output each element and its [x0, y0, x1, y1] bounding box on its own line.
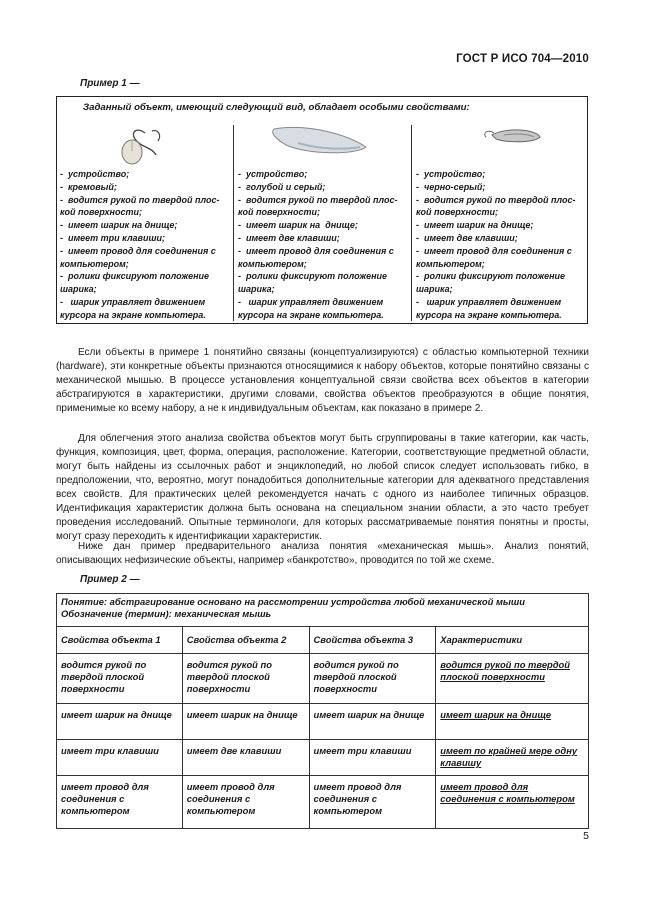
- page-number: 5: [583, 830, 589, 842]
- object-3-column: [416, 125, 586, 319]
- header-cell: Характеристики: [436, 626, 589, 653]
- example-2-table: [56, 593, 589, 829]
- table-cell: имеет по крайней мере одну клавишу: [436, 739, 589, 775]
- example-2-label: Пример 2 —: [80, 574, 140, 585]
- table-cell: водится рукой по твердой плоской поверхности: [57, 653, 183, 703]
- table-cell: имеет провод для соединения с компьютером: [57, 775, 183, 828]
- property-line: - устройство;: [416, 169, 486, 179]
- object-2-column: [238, 125, 408, 319]
- column-divider: [411, 125, 412, 321]
- property-line: - водится рукой по твердой плос-: [416, 194, 576, 205]
- table-cell: водится рукой по твердой плоской поверхности: [309, 653, 436, 703]
- property-line: - водится рукой по твердой плос-: [238, 194, 398, 205]
- document-header: ГОСТ Р ИСО 704—2010: [456, 53, 589, 65]
- paragraph-3: Ниже дан пример предварительного анализа понятия «механическая мышь». Анализ понятий, описывающих нефизические объекты, например «банкротство», проводится по той же схеме.: [56, 541, 589, 566]
- property-line: - имеет провод для соединения с: [416, 245, 572, 256]
- property-line: - черно-серый;: [416, 181, 486, 192]
- property-line: - имеет шарик на днище;: [416, 220, 534, 231]
- property-line: кой поверхности;: [238, 207, 320, 218]
- table-header-row: [57, 626, 589, 653]
- table-cell: имеет шарик на днище: [436, 703, 589, 739]
- header-cell: Свойства объекта 3: [309, 626, 436, 653]
- designation-line: Обозначение (термин): механическая мышь: [61, 608, 272, 620]
- property-line: курсора на экране компьютера.: [60, 309, 206, 320]
- property-line: - имеет шарик на днище;: [238, 220, 358, 231]
- property-line: - имеет две клавиши;: [238, 232, 340, 243]
- property-line: - голубой и серый;: [238, 181, 326, 192]
- table-row: [57, 739, 589, 775]
- column-divider: [233, 125, 234, 321]
- table-cell: водится рукой по твердой плоской поверхности: [182, 653, 309, 703]
- property-line: - ролики фиксируют положение: [60, 271, 210, 282]
- property-line: - шарик управляет движением: [416, 296, 562, 307]
- property-line: шарика;: [416, 284, 453, 295]
- property-line: - кремовый;: [60, 181, 117, 192]
- property-line: кой поверхности;: [60, 207, 142, 218]
- object-1-column: [60, 125, 230, 319]
- paragraph-2: Для облегчения этого анализа свойства объектов могут быть сгруппированы в такие категории, как часть, функция, композиция, цвет, форма, операция, расположение. Категории, соответствующие предметной области, могут быть найдены из ссылочных работ и энциклопедий, но любой список следует использовать гибко, в предположении, что, вероятно, могут понадобиться дополнительные категории для адекватного представления всех свойств. Для практических целей рекомендуется начать с одного из наиболее типичных образцов. Идентификация характеристик должна быть основана на специальном знании области, а это часто требует проведения исследований. Опытные терминологи, для которых рассматриваемые понятия понятны и просты, могут сразу переходить к идентификации характеристик.: [56, 433, 589, 542]
- property-line: компьютером;: [60, 258, 129, 269]
- concept-line: Понятие: абстрагирование основано на рассмотрении устройства любой механической мыши: [61, 596, 525, 607]
- table-cell: имеет шарик на днище: [182, 703, 309, 739]
- table-row: [57, 775, 589, 828]
- example-1-label: Пример 1 —: [80, 78, 140, 89]
- property-line: - устройство;: [60, 169, 130, 179]
- mouse-2-image: [238, 125, 408, 167]
- property-line: - имеет шарик на днище;: [60, 220, 178, 231]
- mouse-3-image: [416, 125, 586, 167]
- mouse-1-image: [60, 125, 230, 167]
- example-1-box: [56, 96, 588, 324]
- property-line: - имеет две клавиши;: [416, 232, 518, 243]
- property-line: - шарик управляет движением: [238, 296, 384, 307]
- table-cell: имеет провод для соединения с компьютером: [436, 775, 589, 828]
- property-line: компьютером;: [416, 258, 485, 269]
- table-cell: имеет шарик на днище: [309, 703, 436, 739]
- property-line: шарика;: [238, 284, 275, 295]
- property-line: - имеет провод для соединения с: [238, 245, 394, 256]
- table-cell: имеет три клавиши: [309, 739, 436, 775]
- property-line: компьютером;: [238, 258, 307, 269]
- property-line: - водится рукой по твердой плос-: [60, 194, 220, 205]
- property-line: - имеет три клавиши;: [60, 232, 165, 243]
- property-line: курсора на экране компьютера.: [416, 309, 562, 320]
- property-line: кой поверхности;: [416, 207, 498, 218]
- paragraph-1: Если объекты в примере 1 понятийно связаны (концептуализируются) с областью компьютерной техники (hardware), эти конкретные объекты признаются относящимися к набору объектов, которые понятийно связаны с механической мышью. В процессе установления концептуальной связи свойства всех объектов в категории абстрагируются в характеристики, другими словами, свойства объектов преобразуются в общие понятия, применимые ко всему набору, а не к индивидуальным объектам, как показано в примере 2.: [56, 347, 589, 414]
- table-cell: водится рукой по твердой плоской поверхности: [436, 653, 589, 703]
- table-row: [57, 703, 589, 739]
- table-cell: имеет три клавиши: [57, 739, 183, 775]
- table-row: [57, 653, 589, 703]
- table-cell: имеет провод для соединения с компьютером: [309, 775, 436, 828]
- property-line: курсора на экране компьютера.: [238, 309, 384, 320]
- property-line: - имеет провод для соединения с: [60, 245, 216, 256]
- header-cell: Свойства объекта 2: [182, 626, 309, 653]
- concept-row: [57, 594, 589, 627]
- property-line: шарика;: [60, 284, 97, 295]
- table-cell: имеет шарик на днище: [57, 703, 183, 739]
- property-line: - шарик управляет движением: [60, 296, 206, 307]
- table-cell: имеет провод для соединения с компьютером: [182, 775, 309, 828]
- header-cell: Свойства объекта 1: [57, 626, 183, 653]
- property-line: - ролики фиксируют положение: [238, 271, 388, 282]
- property-line: - ролики фиксируют положение: [416, 271, 566, 282]
- table-cell: имеет две клавиши: [182, 739, 309, 775]
- example-1-title: Заданный объект, имеющий следующий вид, обладает особыми свойствами:: [83, 102, 470, 113]
- property-line: - устройство;: [238, 169, 308, 179]
